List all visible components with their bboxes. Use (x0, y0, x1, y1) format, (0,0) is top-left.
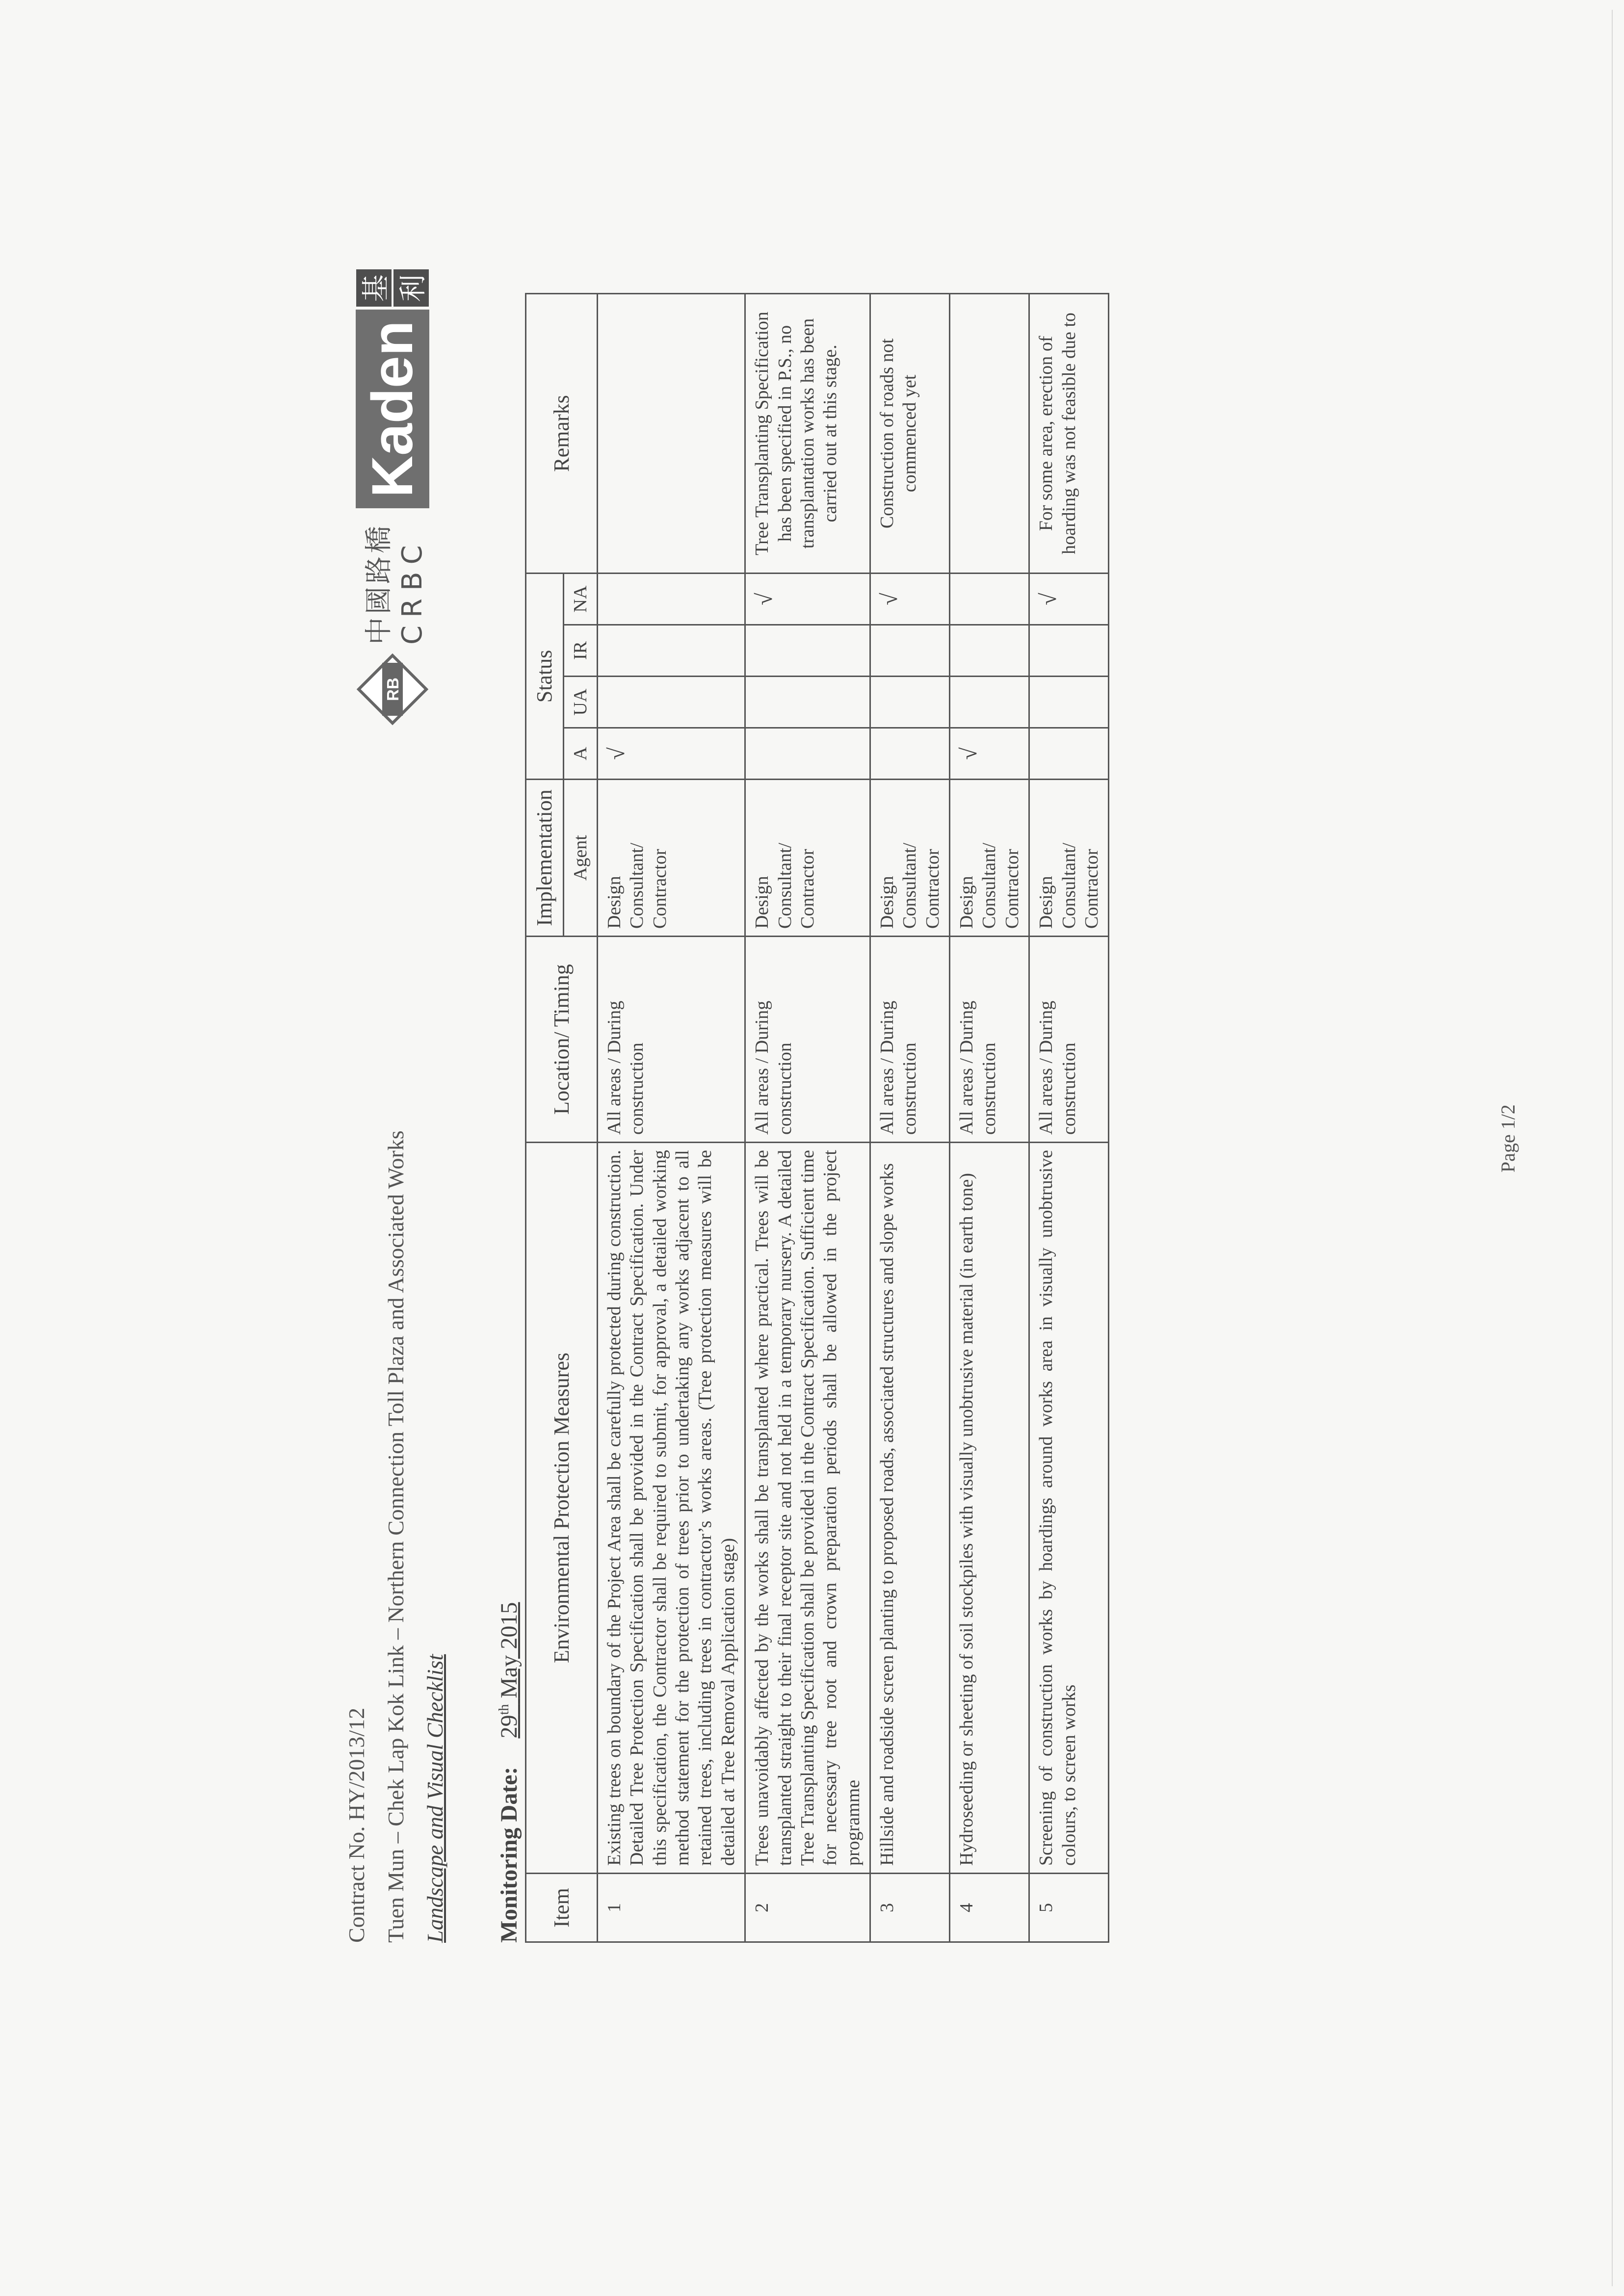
kaden-chinese-mark (355, 269, 430, 307)
item-number: 4 (950, 1874, 1029, 1942)
crbc-logo (357, 523, 428, 645)
measure-text: Hydroseeding or sheeting of soil stockpiles with visually unobtrusive material (in earth tone) (950, 1143, 1029, 1874)
status-ir-cell (745, 625, 870, 677)
status-a-cell (870, 728, 949, 780)
rb-logo-icon (356, 652, 429, 726)
remarks-cell (950, 293, 1029, 573)
table-row (745, 293, 870, 1942)
crbc-chinese-text: 中國路橋 (363, 523, 395, 645)
status-a-cell (1029, 728, 1109, 780)
status-ua-cell (870, 677, 949, 728)
status-na-cell: √ (1029, 573, 1109, 625)
location-timing: All areas / During construction (745, 937, 870, 1143)
status-na-cell: √ (870, 573, 949, 625)
measure-text: Hillside and roadside screen planting to proposed roads, associated structures and slope works (870, 1143, 949, 1874)
implementation-agent: Design Consultant/ Contractor (950, 780, 1029, 937)
header-status-a: A (563, 728, 597, 780)
remarks-cell: Tree Transplanting Specification has been specified in P.S., no transplantation works has been carried out at this stage. (745, 293, 870, 573)
monitoring-day: 29 (496, 1715, 522, 1739)
kaden-chinese-char-2: 利 (393, 269, 429, 307)
checklist-title: Landscape and Visual Checklist (422, 1654, 447, 1943)
implementation-agent: Design Consultant/ Contractor (870, 780, 949, 937)
status-ua-cell (745, 677, 870, 728)
remarks-cell (598, 293, 745, 573)
remarks-cell: Construction of roads not commenced yet (870, 293, 949, 573)
header-location: Location/ Timing (526, 937, 598, 1143)
contract-number: Contract No. HY/2013/12 (344, 1707, 369, 1943)
status-a-cell: √ (598, 728, 745, 780)
monitoring-day-suffix: th (497, 1704, 512, 1715)
item-number: 1 (598, 1874, 745, 1942)
rb-logo-text: RB (384, 678, 402, 701)
location-timing: All areas / During construction (870, 937, 949, 1143)
crbc-english-text: CRBC (396, 537, 428, 645)
status-na-cell: √ (745, 573, 870, 625)
scan-edge-line (1612, 10, 1613, 2286)
monitoring-date (496, 1592, 523, 1943)
table-row (950, 293, 1029, 1942)
item-number: 3 (870, 1874, 949, 1942)
header-status: Status (526, 573, 564, 779)
header-item: Item (526, 1874, 598, 1942)
location-timing: All areas / During construction (1029, 937, 1109, 1143)
page-number: Page 1/2 (1497, 1104, 1519, 1173)
company-logos (343, 269, 442, 726)
kaden-chinese-char-1: 基 (356, 269, 392, 307)
monitoring-month-year: May 2015 (496, 1602, 522, 1698)
header-status-ua: UA (563, 677, 597, 728)
status-na-cell (950, 573, 1029, 625)
status-na-cell (598, 573, 745, 625)
kaden-logo (356, 310, 429, 508)
implementation-agent: Design Consultant/ Contractor (1029, 780, 1109, 937)
status-ir-cell (870, 625, 949, 677)
status-a-cell: √ (950, 728, 1029, 780)
monitoring-date-label: Monitoring Date: (496, 1767, 522, 1943)
status-ua-cell (950, 677, 1029, 728)
measure-text: Screening of construction works by hoardings around works area in visually unobtrusive colours, to screen works (1029, 1143, 1109, 1874)
status-ir-cell (1029, 625, 1109, 677)
header-agent: Agent (563, 780, 597, 937)
project-title: Tuen Mun – Chek Lap Kok Link – Northern Connection Toll Plaza and Associated Works (383, 1130, 408, 1943)
status-ir-cell (598, 625, 745, 677)
remarks-cell: For some area, erection of hoarding was not feasible due to (1029, 293, 1109, 573)
checklist-table (525, 293, 1109, 1943)
header-implementation: Implementation (526, 780, 564, 937)
kaden-logo-text: Kaden (360, 320, 425, 497)
table-row (870, 293, 949, 1942)
header-measures: Environmental Protection Measures (526, 1143, 598, 1874)
header-row (526, 293, 564, 1942)
location-timing: All areas / During construction (598, 937, 745, 1143)
table-row (598, 293, 745, 1942)
monitoring-date-value (496, 1592, 522, 1749)
header-status-na: NA (563, 573, 597, 625)
table-row (1029, 293, 1109, 1942)
measure-text: Trees unavoidably affected by the works shall be transplanted where practical. Trees will be transplanted straight to their final receptor site and not held in a temporary nursery. A detailed Tree Transplanting Specification shall be provided in the Contract Specification. Sufficient time for necessary tree root and crown preparation periods shall be allowed in the project programme (745, 1143, 870, 1874)
item-number: 5 (1029, 1874, 1109, 1942)
item-number: 2 (745, 1874, 870, 1942)
header-status-ir: IR (563, 625, 597, 677)
header-remarks: Remarks (526, 293, 598, 573)
status-ua-cell (598, 677, 745, 728)
status-ir-cell (950, 625, 1029, 677)
measure-text: Existing trees on boundary of the Project Area shall be carefully protected during construction. Detailed Tree Protection Specification shall be provided in the Contract Specification. Under this specification, the Contractor shall be required to submit, for approval, a detailed working method statement for the protection of trees prior to undertaking any works adjacent to all retained trees, including trees in contractor’s works areas. (Tree protection measures will be detailed at Tree Removal Application stage) (598, 1143, 745, 1874)
implementation-agent: Design Consultant/ Contractor (598, 780, 745, 937)
status-a-cell (745, 728, 870, 780)
location-timing: All areas / During construction (950, 937, 1029, 1143)
status-ua-cell (1029, 677, 1109, 728)
implementation-agent: Design Consultant/ Contractor (745, 780, 870, 937)
